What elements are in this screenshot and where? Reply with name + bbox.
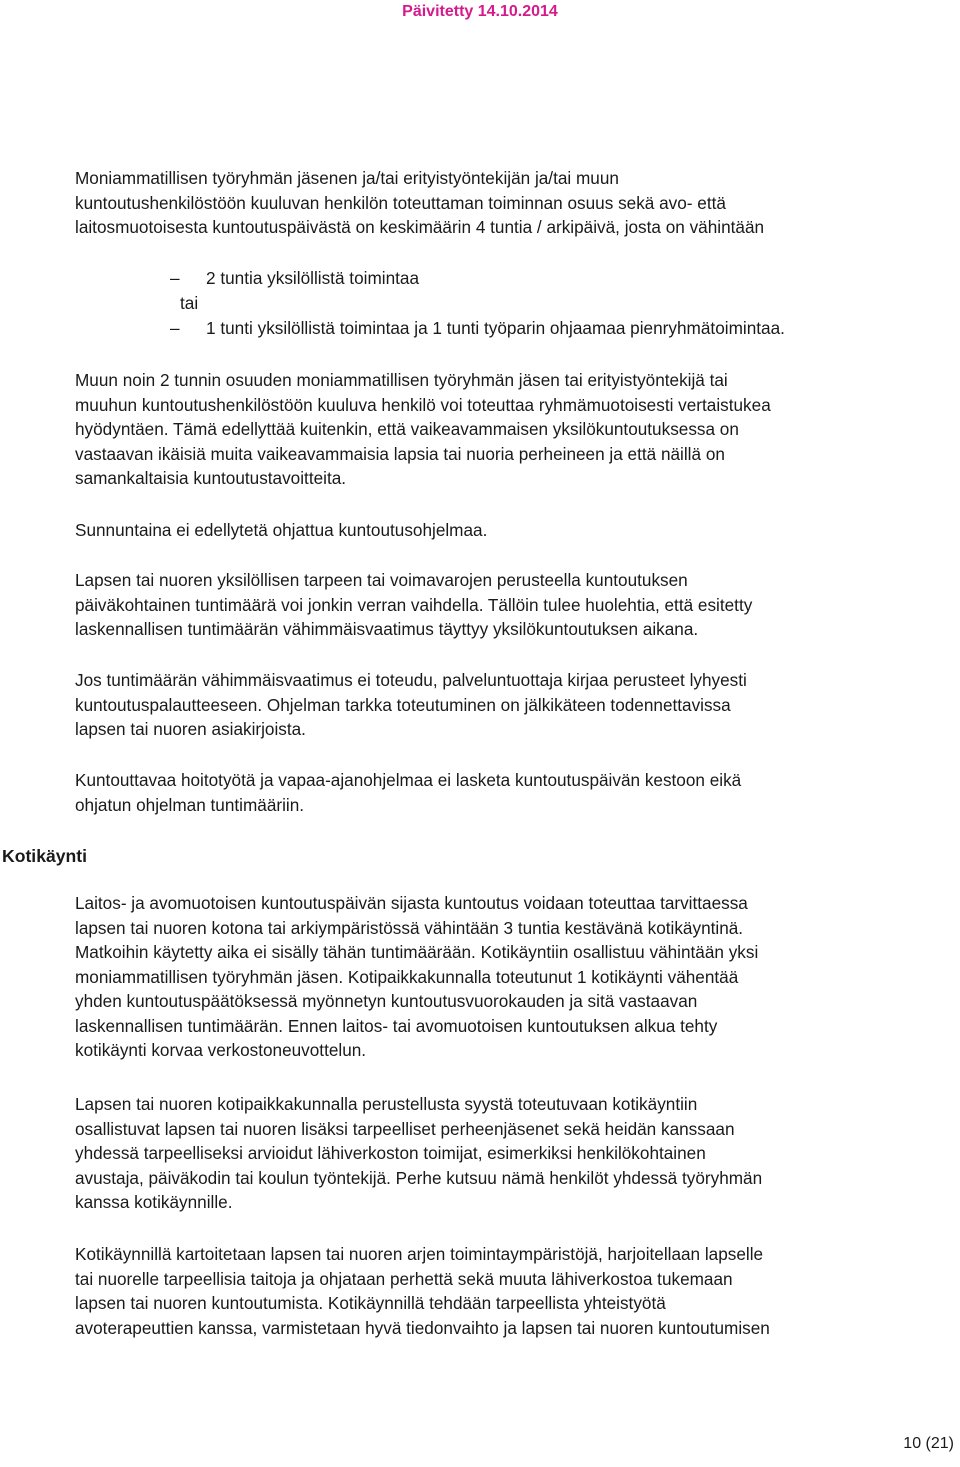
text-line: lapsen tai nuoren kotona tai arkiympäristössä vähintään 3 tuntia kestävänä kotikäyntinä. (75, 917, 744, 938)
page-number: 10 (21) (903, 1435, 954, 1452)
updated-date: Päivitetty 14.10.2014 (402, 3, 558, 20)
text-line: lapsen tai nuoren asiakirjoista. (75, 719, 306, 739)
intro-paragraph (75, 166, 959, 240)
bullet-item-1 (170, 266, 419, 290)
paragraph-visit-content (75, 1242, 959, 1340)
text-line: avustaja, päiväkodin tai koulun työntekijä. Perhe kutsuu nämä henkilöt yhdessä työryhmän (75, 1167, 763, 1188)
text-line: osallistuvat lapsen tai nuoren lisäksi tarpeelliset perheenjäsenet sekä heidän kanssaan (75, 1118, 735, 1139)
section-heading-kotikaynti: Kotikäynti (2, 846, 88, 866)
text-line: Kuntouttavaa hoitotyötä ja vapaa-ajanohjelmaa ei lasketa kuntoutuspäivän kestoon eikä (75, 770, 742, 790)
paragraph-minimum-requirement (75, 668, 959, 742)
text-line: Laitos- ja avomuotoisen kuntoutuspäivän sijasta kuntoutus voidaan toteuttaa tarvittaessa (75, 893, 748, 913)
paragraph-care-work (75, 768, 959, 817)
text-line: Kotikäynnillä kartoitetaan lapsen tai nuoren arjen toimintaympäristöjä, harjoitellaan lapselle (75, 1244, 764, 1264)
text-line: kotikäynti korvaa verkostoneuvottelun. (75, 1040, 367, 1060)
bullet-text: 2 tuntia yksilöllistä toimintaa (206, 268, 420, 288)
paragraph-group-work (75, 368, 959, 491)
text-line: samankaltaisia kuntoutustavoitteita. (75, 468, 347, 488)
paragraph-participants (75, 1092, 959, 1215)
text-line: Lapsen tai nuoren yksilöllisen tarpeen tai voimavarojen perusteella kuntoutuksen (75, 570, 688, 590)
text-line: moniammatillisen työryhmän jäsen. Kotipaikkakunnalla toteutunut 1 kotikäynti vähentää (75, 966, 739, 987)
text-line: lapsen tai nuoren kuntoutumista. Kotikäynnillä tehdään tarpeellista yhteistyötä (75, 1293, 666, 1313)
text-line: yhden kuntoutuspäätöksessä myönnetyn kuntoutusvuorokauden ja sitä vastaavan (75, 991, 698, 1011)
bullet-text: 1 tunti yksilöllistä toimintaa ja 1 tunti työparin ohjaamaa pienryhmätoimintaa. (206, 318, 785, 338)
text-line: Moniammatillisen työryhmän jäsenen ja/tai erityistyöntekijän ja/tai muun (75, 168, 619, 188)
text-line: ohjatun ohjelman tuntimääriin. (75, 794, 305, 815)
text-line: muuhun kuntoutushenkilöstöön kuuluva henkilö voi toteuttaa ryhmämuotoisesti vertaistukea (75, 394, 771, 415)
text-line: Jos tuntimäärän vähimmäisvaatimus ei toteudu, palveluntuottaja kirjaa perusteet lyhyesti (75, 670, 747, 690)
dash-marker: – (170, 318, 180, 338)
paragraph-daily-hours (75, 568, 959, 642)
text-line: kuntoutuspalautteeseen. Ohjelman tarkka toteutuminen on jälkikäteen todennettavissa (75, 694, 731, 715)
bullet-item-2 (170, 316, 785, 340)
text-line: laitosmuotoisesta kuntoutuspäivästä on keskimäärin 4 tuntia / arkipäivä, josta on vähintään (75, 217, 765, 237)
dash-marker: – (170, 268, 180, 288)
text-line: Lapsen tai nuoren kotipaikkakunnalla perustellusta syystä toteutuvaan kotikäyntiin (75, 1094, 698, 1114)
text-line: hyödyntäen. Tämä edellyttää kuitenkin, että vaikeavammaisen yksilökuntoutuksessa on (75, 419, 739, 439)
text-line: päiväkohtainen tuntimäärä voi jonkin verran vaihdella. Tällöin tulee huolehtia, että esitetty (75, 594, 753, 615)
text-line: avoterapeuttien kanssa, varmistetaan hyvä tiedonvaihto ja lapsen tai nuoren kuntoutumisen (75, 1317, 770, 1338)
text-line: yhdessä tarpeelliseksi arvioidut lähiverkoston toimijat, esimerkiksi henkilökohtainen (75, 1143, 706, 1163)
text-line: vastaavan ikäisiä muita vaikeavammaisia lapsia tai nuoria perheineen ja että näillä on (75, 443, 725, 464)
paragraph-home-visit (75, 891, 959, 1063)
text-line: kanssa kotikäynnille. (75, 1192, 233, 1212)
text-line: Muun noin 2 tunnin osuuden moniammatillisen työryhmän jäsen tai erityistyöntekijä tai (75, 370, 728, 390)
text-line: tai nuorelle tarpeellisia taitoja ja ohjataan perhettä sekä muuta lähiverkostoa tukemaan (75, 1268, 733, 1289)
text-line: Matkoihin käytetty aika ei sisälly tähän tuntimäärään. Kotikäyntiin osallistuu vähintään yksi (75, 942, 759, 962)
text-line: kuntoutushenkilöstöön kuuluvan henkilön toteuttaman toiminnan osuus sekä avo- että (75, 192, 726, 213)
text-line: laskennallisen tuntimäärän. Ennen laitos- tai avomuotoisen kuntoutuksen alkua tehty (75, 1015, 718, 1036)
bullet-or: tai (180, 293, 199, 313)
paragraph-sunday (75, 518, 959, 543)
text-line: laskennallisen tuntimäärän vähimmäisvaatimus täyttyy yksilökuntoutuksen aikana. (75, 619, 699, 639)
text-line: Sunnuntaina ei edellytetä ohjattua kuntoutusohjelmaa. (75, 520, 488, 540)
